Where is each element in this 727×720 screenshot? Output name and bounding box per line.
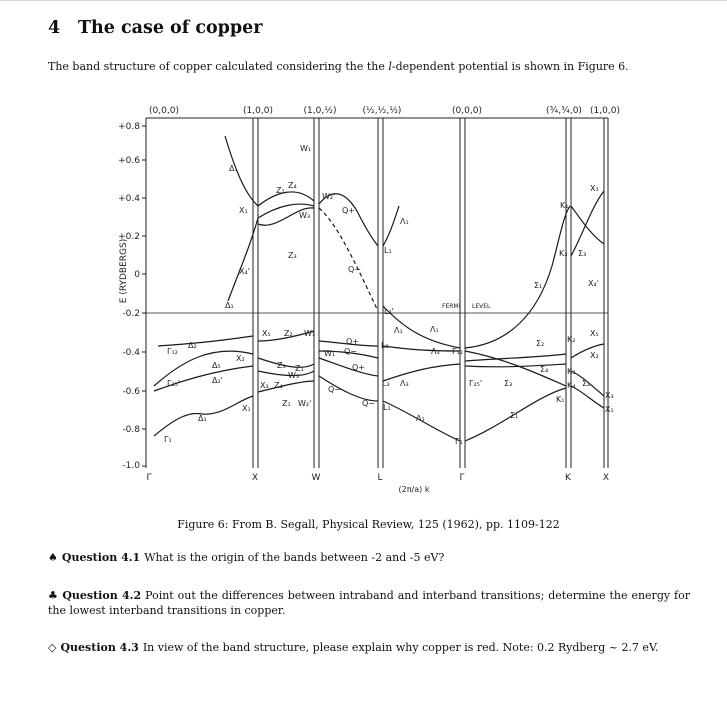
band-label: L₃ <box>382 379 390 388</box>
band-label: Λ₁ <box>400 217 409 226</box>
y-tick-label: +0.6 <box>118 156 140 166</box>
band-label: L₂' <box>384 307 394 316</box>
band-lambda3-lower <box>383 364 460 381</box>
band-label: Z₁ <box>276 186 285 195</box>
band-label: Γ₂₅' <box>469 379 483 388</box>
band-label: Γ₁ <box>455 437 463 446</box>
band-label: Γ₁ <box>164 435 172 444</box>
band-lambda3 <box>383 346 460 351</box>
band-label: X₁ <box>590 184 599 193</box>
bottom-kpoint-label: Γ <box>459 473 465 483</box>
band-label: W₃ <box>299 211 311 220</box>
intro-italic-l: l <box>388 60 392 73</box>
intro-text-2: -dependent potential is shown in Figure 6. <box>391 60 629 73</box>
band-label: Σ₁ <box>510 411 519 420</box>
band-label: K₄ <box>567 381 576 390</box>
band-label: W₁ <box>304 329 316 338</box>
band-k2 <box>571 344 604 358</box>
fermi-label-2: LEVEL <box>472 303 491 310</box>
band-label: K₁ <box>560 201 569 210</box>
band-label: Δ₂' <box>212 376 223 385</box>
band-label: L₁ <box>383 403 391 412</box>
y-tick-label: +0.4 <box>118 194 140 204</box>
band-label: W₂' <box>298 399 312 408</box>
band-label: Σ₄ <box>540 365 549 374</box>
band-lambda1-upper <box>383 206 399 246</box>
y-tick-label: +0.8 <box>118 122 140 132</box>
band-label: Z₄ <box>288 181 297 190</box>
question-text: What is the origin of the bands between -2 and -5 eV? <box>144 551 445 564</box>
top-kpoint-label: (1,0,0) <box>590 106 620 116</box>
band-label: W₁ <box>300 144 312 153</box>
y-tick-label: -0.4 <box>122 348 140 358</box>
band-label: Q− <box>344 347 357 356</box>
band-label: X₂ <box>590 351 599 360</box>
question-text: In view of the band structure, please explain why copper is red. Note: 0.2 Rydberg ~ 2.7 eV. <box>142 641 659 654</box>
question-label: Question 4.2 <box>62 589 142 602</box>
section-title-text: The case of copper <box>78 18 263 38</box>
band-label: X₁ <box>239 206 248 215</box>
band-label: Δ₁ <box>225 301 234 310</box>
band-qplus-2 <box>319 358 378 376</box>
top-kpoint-label: (¾,¾,0) <box>546 106 582 116</box>
bottom-kpoint-label: L <box>377 473 383 483</box>
band-k-x1 <box>571 191 604 256</box>
band-k1-lower <box>571 386 604 408</box>
top-kpoint-label: (0,0,0) <box>149 106 179 116</box>
band-label: Q− <box>362 399 375 408</box>
band-label: L₃ <box>381 341 389 350</box>
y-tick-label: -0.8 <box>122 425 140 435</box>
section-title <box>48 18 263 38</box>
k-axis-label: (2π/a) k <box>398 485 430 494</box>
top-kpoint-label: (1,0,0) <box>243 106 273 116</box>
band-label: Z₁ <box>282 399 291 408</box>
band-label: Λ₃ <box>400 379 409 388</box>
band-label: X₁ <box>242 404 251 413</box>
band-label: W₁ <box>324 349 336 358</box>
figure-caption: Figure 6: From B. Segall, Physical Review, 125 (1962), pp. 1109-122 <box>177 518 560 531</box>
band-label: X₅ <box>262 329 271 338</box>
question-label: Question 4.1 <box>61 551 141 564</box>
band-label: X₁ <box>605 405 614 414</box>
band-z4-lower <box>258 371 314 376</box>
band-label: Σ₂ <box>536 339 545 348</box>
question-4-3 <box>48 640 690 655</box>
band-label: K₁ <box>556 395 565 404</box>
band-label: Q+ <box>342 206 355 215</box>
y-axis-label: E (RYDBERGS) <box>119 238 129 304</box>
band-label: Γ₁₂ <box>167 347 178 356</box>
bottom-kpoint-label: W <box>311 473 321 483</box>
band-label: L₁ <box>384 246 392 255</box>
fermi-label-1: FERMI <box>442 303 461 310</box>
band-label: Z₃ <box>288 251 297 260</box>
question-text: Point out the differences between intraband and interband transitions; determine the energy for the lowest interband transitions in copper. <box>48 589 690 617</box>
y-tick-label: 0 <box>134 270 140 280</box>
band-label: Λ₁ <box>394 326 403 335</box>
band-label: Q+ <box>352 363 365 372</box>
question-4-1 <box>48 550 690 565</box>
band-label: Δ₁ <box>229 164 238 173</box>
band-structure-figure <box>112 96 632 496</box>
y-tick-label: +0.2 <box>118 232 140 242</box>
top-rule <box>0 0 727 1</box>
question-label: Question 4.3 <box>60 641 139 654</box>
band-label: Q− <box>348 265 361 274</box>
bottom-kpoint-label: X <box>602 473 610 483</box>
band-label: Λ₃ <box>431 347 440 356</box>
band-label: Γ₂₅' <box>167 379 181 388</box>
diamond-icon: ◇ <box>48 641 57 654</box>
band-label: X₂ <box>236 354 245 363</box>
band-label: Λ₁ <box>430 325 439 334</box>
band-label: X₃ <box>260 381 269 390</box>
band-sigma-2 <box>465 354 566 361</box>
y-tick-label: -0.6 <box>122 387 140 397</box>
intro-text-1: The band structure of copper calculated considering the the <box>48 60 389 73</box>
y-tick-label: -0.2 <box>122 309 140 319</box>
band-label: X₃ <box>605 391 614 400</box>
top-kpoint-label: (1,0,½) <box>303 106 337 116</box>
band-label: X₅ <box>590 329 599 338</box>
band-label: Δ₅ <box>212 361 221 370</box>
band-q-dashed <box>319 208 378 311</box>
band-label: Z₃ <box>277 361 286 370</box>
section-number: 4 <box>48 18 61 38</box>
band-label: Z₄ <box>274 381 283 390</box>
top-kpoint-label: (0,0,0) <box>452 106 482 116</box>
question-4-2 <box>48 588 690 618</box>
band-label: Q− <box>328 385 341 394</box>
band-label: Z₂ <box>284 329 293 338</box>
band-label: Γ₁₂ <box>452 347 463 356</box>
top-kpoint-label: (½,½,½) <box>362 106 402 116</box>
band-w2p-l1 <box>319 194 378 246</box>
band-z3-lower <box>258 358 314 367</box>
band-label: Σ₁ <box>534 281 543 290</box>
club-icon: ♣ <box>48 589 59 602</box>
y-tick-label: -1.0 <box>122 461 140 471</box>
band-label: Δ₁ <box>198 414 207 423</box>
band-label: X₄' <box>588 279 599 288</box>
band-label: X₄' <box>239 267 250 276</box>
band-sigma1-upper <box>465 206 570 348</box>
band-label: W₃ <box>288 371 300 380</box>
band-delta2 <box>158 336 253 346</box>
band-label: Λ₁ <box>416 414 425 423</box>
band-label: Σ₃ <box>578 249 587 258</box>
band-label: K₃ <box>567 367 576 376</box>
bottom-kpoint-label: Γ <box>146 473 152 483</box>
bottom-kpoint-label: X <box>251 473 259 483</box>
band-label: Z₁ <box>295 364 304 373</box>
band-structure-plot <box>112 96 632 496</box>
bottom-kpoint-label: K <box>565 473 571 483</box>
intro-paragraph <box>48 60 629 73</box>
band-label: Q+ <box>346 337 359 346</box>
spade-icon: ♠ <box>48 551 58 564</box>
band-label: Δ₂ <box>188 341 197 350</box>
band-label: Σ₃ <box>504 379 513 388</box>
band-k-upper <box>571 206 604 244</box>
band-label: K₃ <box>559 249 568 258</box>
band-label: K₂ <box>567 335 576 344</box>
band-label: W₂' <box>322 192 336 201</box>
band-label: Σ₂ <box>582 379 591 388</box>
